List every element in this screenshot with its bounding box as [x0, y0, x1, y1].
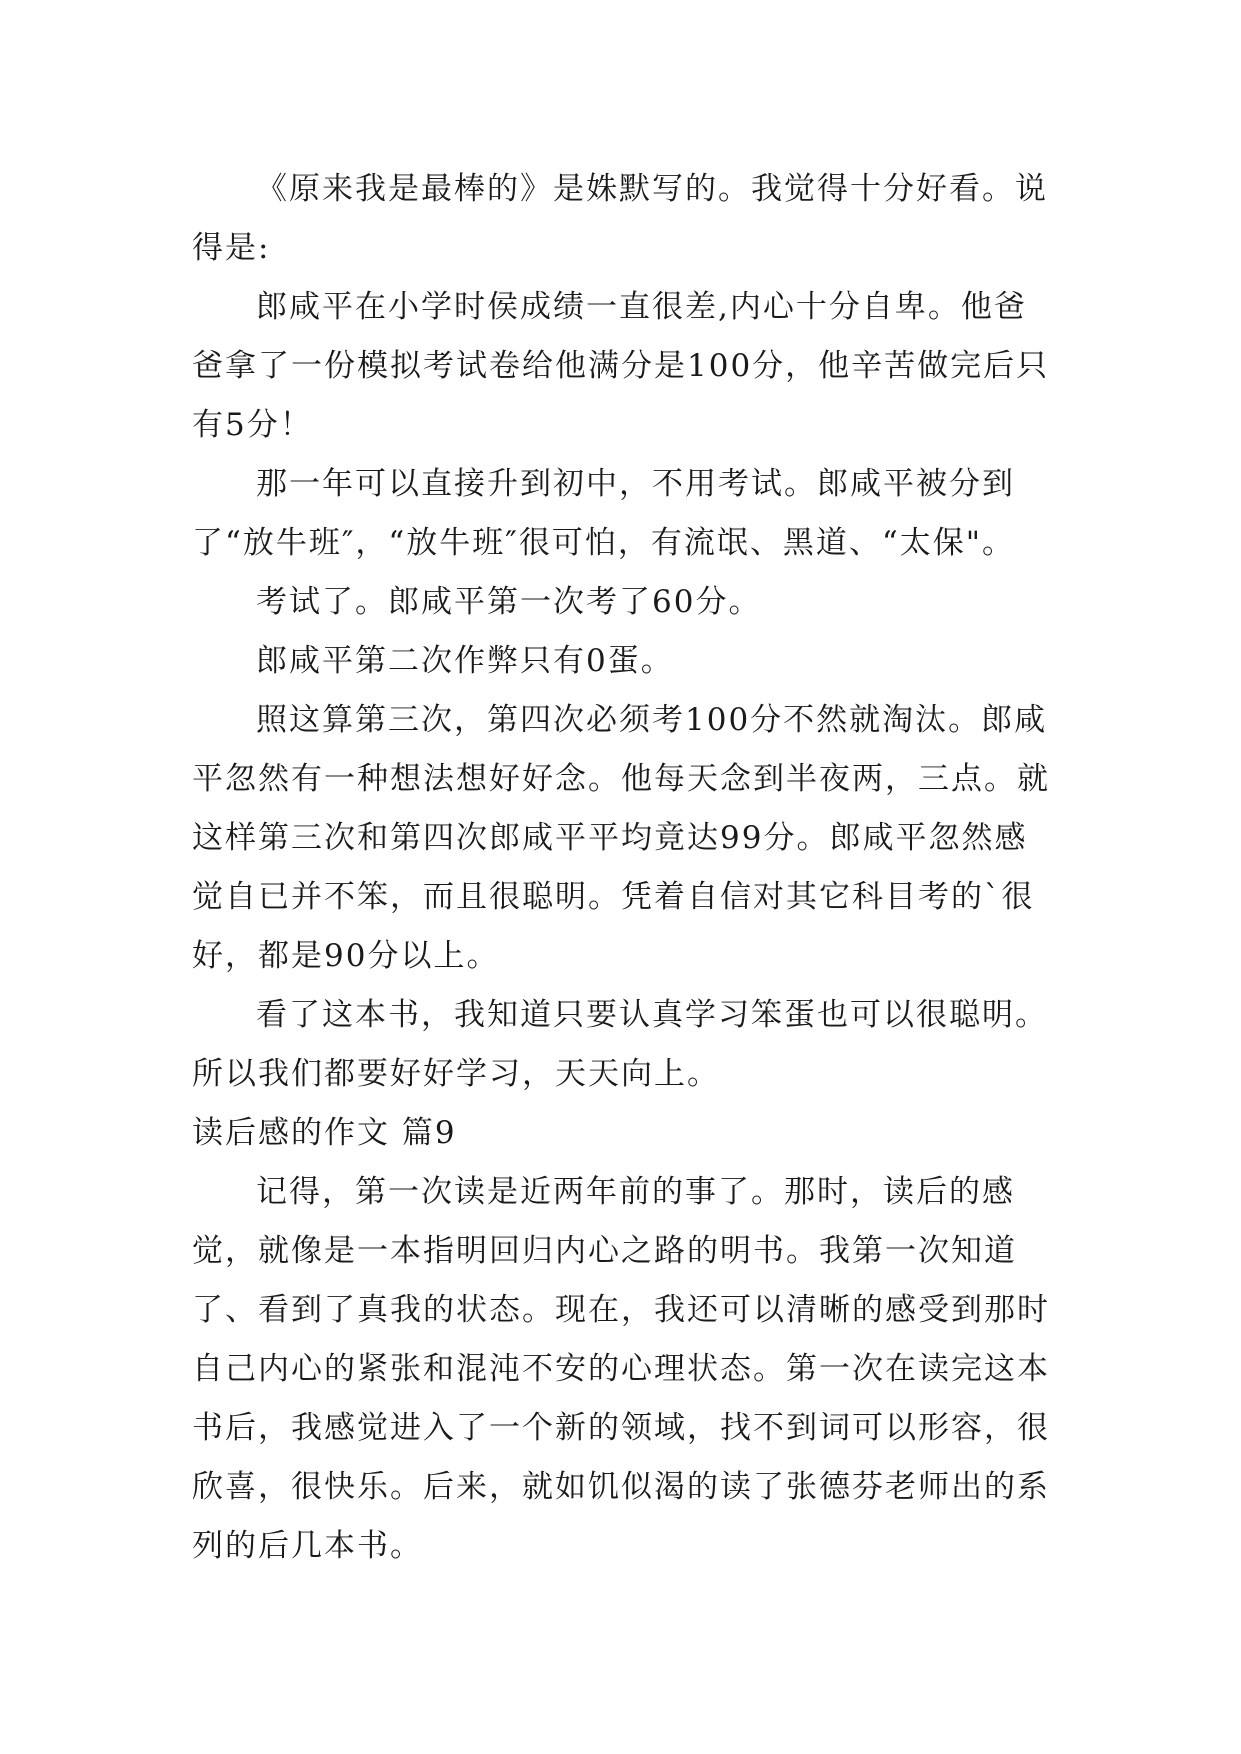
paragraph: 记得，第一次读是近两年前的事了。那时，读后的感觉，就像是一本指明回归内心之路的明书。我第一次知道了、看到了真我的状态。现在，我还可以清晰的感受到那时自己内心的紧张和混沌不安的心理状态。第一次在读完这本书后，我感觉进入了一个新的领域，找不到词可以形容，很欣喜，很快乐。后来，就如饥似渴的读了张德芬老师出的系列的后几本书。: [192, 1174, 1050, 1564]
paragraph: 郎咸平第二次作弊只有0蛋。: [256, 643, 674, 679]
paragraph: 照这算第三次，第四次必须考100分不然就淘汰。郎咸平忽然有一种想法想好好念。他每天念到半夜两，三点。就这样第三次和第四次郎咸平平均竟达99分。郎咸平忽然感觉自已并不笨，而且很聪明。凭着自信对其它科目考的`很好，都是90分以上。: [192, 702, 1050, 974]
document-body: [192, 160, 1054, 1576]
paragraph: 那一年可以直接升到初中，不用考试。郎咸平被分到了“放牛班″，“放牛班″很可怕，有流氓、黑道、“太保"。: [192, 466, 1015, 561]
paragraph: 看了这本书，我知道只要认真学习笨蛋也可以很聪明。所以我们都要好好学习，天天向上。: [192, 997, 1048, 1092]
section-heading: 读后感的作文 篇9: [192, 1115, 457, 1151]
paragraph: 《原来我是最棒的》是姝默写的。我觉得十分好看。说得是:: [192, 171, 1048, 266]
paragraph: 考试了。郎咸平第一次考了60分。: [256, 584, 762, 620]
paragraph: 郎咸平在小学时侯成绩一直很差,内心十分自卑。他爸爸拿了一份模拟考试卷给他满分是100分，他辛苦做完后只有5分！: [192, 289, 1050, 443]
